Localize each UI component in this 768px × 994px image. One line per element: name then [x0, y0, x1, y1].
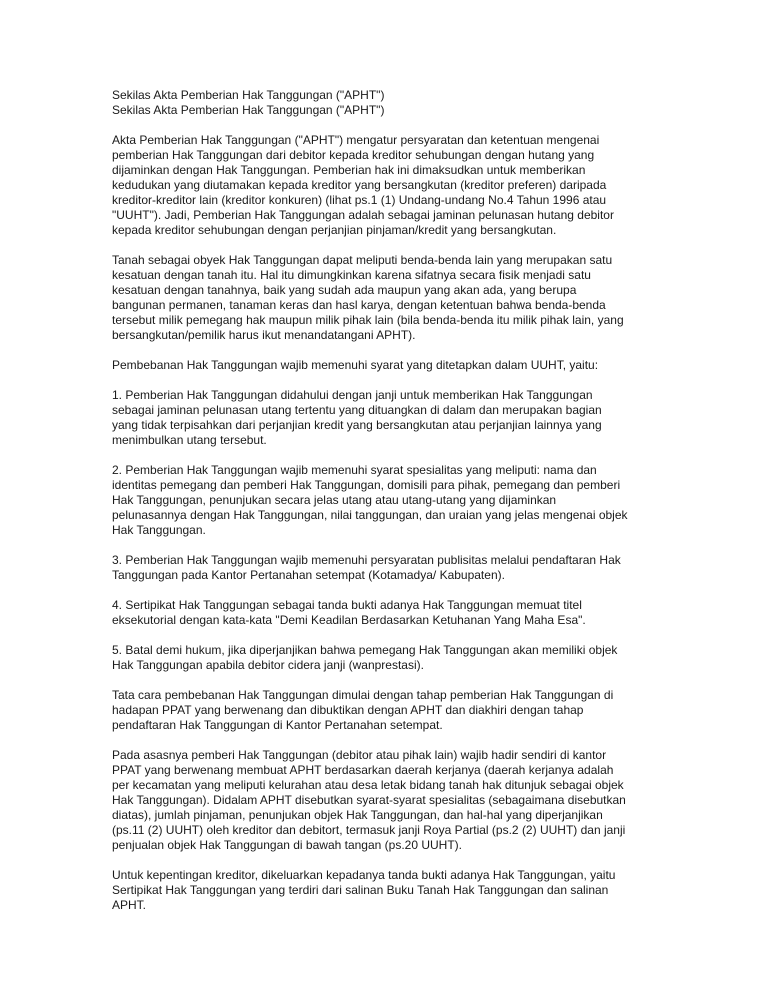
document-title: Sekilas Akta Pemberian Hak Tanggungan ("APHT")	[112, 88, 385, 102]
paragraph-line: penjualan objek Hak Tanggungan di bawah tangan (ps.20 UUHT).	[112, 838, 463, 852]
paragraph	[112, 748, 657, 853]
paragraph-line: yang tidak terpisahkan dari perjanjian kredit yang bersangkutan atau perjanjian lainnya yang	[112, 418, 602, 432]
paragraph	[112, 598, 657, 628]
paragraph	[112, 688, 657, 733]
paragraph-line: Hak Tanggungan, penunjukan secara jelas utang atau utang-utang yang dijaminkan	[112, 493, 557, 507]
document-title-block	[112, 88, 657, 118]
paragraph-line: bersangkutan/pemilik harus ikut menandatangani APHT).	[112, 328, 416, 342]
paragraph	[112, 643, 657, 673]
paragraph-line: pelunasannya dengan Hak Tanggungan, nilai tanggungan, dan uraian yang jelas mengenai objek	[112, 508, 628, 522]
paragraph-line: Untuk kepentingan kreditor, dikeluarkan kepadanya tanda bukti adanya Hak Tanggungan, yaitu	[112, 868, 616, 882]
paragraph-line: Hak Tanggungan apabila debitor cidera janji (wanprestasi).	[112, 658, 424, 672]
paragraph-line: pendaftaran Hak Tanggungan di Kantor Pertanahan setempat.	[112, 718, 443, 732]
paragraph-line: (ps.11 (2) UUHT) oleh kreditor dan debitort, termasuk janji Roya Partial (ps.2 (2) UUHT) dan janji	[112, 823, 626, 837]
paragraph-line: Pembebanan Hak Tanggungan wajib memenuhi syarat yang ditetapkan dalam UUHT, yaitu:	[112, 358, 599, 372]
paragraph-line: dijaminkan dengan Hak Tanggungan. Pemberian hak ini dimaksudkan untuk memberikan	[112, 163, 586, 177]
paragraph-line: pemberian Hak Tanggungan dari debitor kepada kreditor sehubungan dengan hutang yang	[112, 148, 595, 162]
paragraph-line: 4. Sertipikat Hak Tanggungan sebagai tanda bukti adanya Hak Tanggungan memuat titel	[112, 598, 582, 612]
paragraph-line: menimbulkan utang tersebut.	[112, 433, 267, 447]
paragraph-line: kreditor-kreditor lain (kreditor konkuren) (lihat ps.1 (1) Undang-undang No.4 Tahun 1996 atau	[112, 193, 607, 207]
paragraph-line: sebagai jaminan pelunasan utang tertentu yang dituangkan di dalam dan merupakan bagian	[112, 403, 602, 417]
paragraph-line: APHT.	[112, 898, 147, 912]
paragraph-line: 3. Pemberian Hak Tanggungan wajib memenuhi persyaratan publisitas melalui pendaftaran Hak	[112, 553, 621, 567]
paragraph-line: kesatuan dengan tanahnya, baik yang sudah ada maupun yang akan ada, yang berupa	[112, 283, 577, 297]
paragraph	[112, 868, 657, 913]
paragraph-line: Sertipikat Hak Tanggungan yang terdiri dari salinan Buku Tanah Hak Tanggungan dan salinan	[112, 883, 609, 897]
document-page	[112, 88, 657, 928]
paragraph-line: Tata cara pembebanan Hak Tanggungan dimulai dengan tahap pemberian Hak Tanggungan di	[112, 688, 614, 702]
document-title-repeat: Sekilas Akta Pemberian Hak Tanggungan ("APHT")	[112, 103, 385, 117]
paragraph-line: 5. Batal demi hukum, jika diperjanjikan bahwa pemegang Hak Tanggungan akan memiliki objek	[112, 643, 618, 657]
paragraph-line: Tanah sebagai obyek Hak Tanggungan dapat meliputi benda-benda lain yang merupakan satu	[112, 253, 613, 267]
paragraph-line: hadapan PPAT yang berwenang dan dibuktikan dengan APHT dan diakhiri dengan tahap	[112, 703, 584, 717]
paragraph-line: kepada kreditor sehubungan dengan perjanjian pinjaman/kredit yang bersangkutan.	[112, 223, 557, 237]
paragraph-line: bangunan permanen, tanaman keras dan hasl karya, dengan ketentuan bahwa benda-benda	[112, 298, 606, 312]
paragraph-line: tersebut milik pemegang hak maupun milik pihak lain (bila benda-benda itu milik pihak lain, yang	[112, 313, 624, 327]
paragraph	[112, 553, 657, 583]
paragraph-line: Tanggungan pada Kantor Pertanahan setempat (Kotamadya/ Kabupaten).	[112, 568, 505, 582]
paragraph-line: PPAT yang berwenang membuat APHT berdasarkan daerah kerjanya (daerah kerjanya adalah	[112, 763, 614, 777]
paragraph	[112, 133, 657, 238]
paragraph-line: Hak Tanggungan). Didalam APHT disebutkan syarat-syarat spesialitas (sebagaimana disebutkan	[112, 793, 626, 807]
paragraph-line: diatas), jumlah pinjaman, penunjukan objek Hak Tanggungan, dan hal-hal yang diperjanjikan	[112, 808, 603, 822]
paragraph-line: Hak Tanggungan.	[112, 523, 206, 537]
paragraph-line: eksekutorial dengan kata-kata "Demi Keadilan Berdasarkan Ketuhanan Yang Maha Esa".	[112, 613, 586, 627]
paragraph-line: kedudukan yang diutamakan kepada kreditor yang bersangkutan (kreditor preferen) daripada	[112, 178, 607, 192]
paragraph	[112, 358, 657, 373]
document-body	[112, 133, 657, 913]
paragraph-line: kesatuan dengan tanah itu. Hal itu dimungkinkan karena sifatnya secara fisik menjadi satu	[112, 268, 591, 282]
paragraph-line: identitas pemegang dan pemberi Hak Tanggungan, domisili para pihak, pemegang dan pemberi	[112, 478, 621, 492]
paragraph-line: Pada asasnya pemberi Hak Tanggungan (debitor atau pihak lain) wajib hadir sendiri di kantor	[112, 748, 607, 762]
paragraph	[112, 253, 657, 343]
paragraph	[112, 463, 657, 538]
paragraph-line: 2. Pemberian Hak Tanggungan wajib memenuhi syarat spesialitas yang meliputi: nama dan	[112, 463, 597, 477]
paragraph-line: Akta Pemberian Hak Tanggungan ("APHT") mengatur persyaratan dan ketentuan mengenai	[112, 133, 600, 147]
paragraph-line: per kecamatan yang meliputi kelurahan atau desa letak bidang tanah hak ditunjuk sebagai objek	[112, 778, 624, 792]
paragraph	[112, 388, 657, 448]
paragraph-line: 1. Pemberian Hak Tanggungan didahului dengan janji untuk memberikan Hak Tanggungan	[112, 388, 593, 402]
paragraph-line: "UUHT"). Jadi, Pemberian Hak Tanggungan adalah sebagai jaminan pelunasan hutang debitor	[112, 208, 614, 222]
